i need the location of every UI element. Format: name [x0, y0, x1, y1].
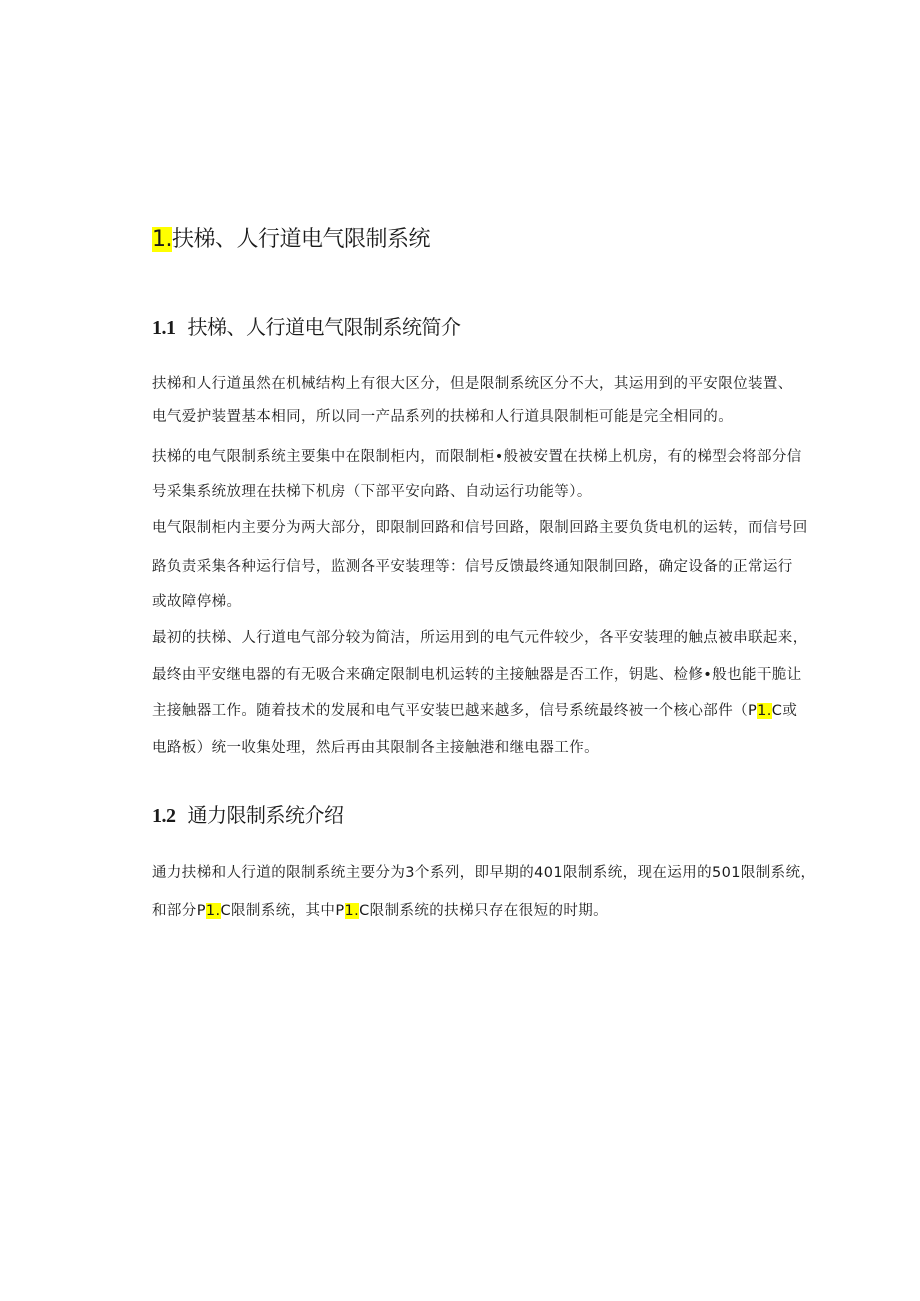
plc-highlight: 1. [205, 903, 221, 919]
section-1-2-heading [152, 800, 344, 831]
paragraph-line: 电气限制柜内主要分为两大部分，即限制回路和信号回路，限制回路主要负货电机的运转，而信号回 [152, 520, 808, 536]
paragraph-line: 主接触器工作。随着技术的发展和电气平安装巴越来越多，信号系统最终被一个核心部件（P1.C或 [152, 703, 798, 719]
section-1-number: 1. [152, 227, 172, 252]
plc-term: P1.C [196, 903, 232, 919]
section-1-title: 扶梯、人行道电气限制系统 [172, 227, 431, 252]
paragraph-line: 最初的扶梯、人行道电气部分较为简洁，所运用到的电气元件较少，各平安装理的触点被串联起来， [152, 630, 808, 646]
paragraph-line: 和部分P1.C限制系统，其中P1.C限制系统的扶梯只存在很短的时期。 [152, 903, 609, 919]
paragraph-text: 主接触器工作。随着技术的发展和电气平安装巴越来越多，信号系统最终被一个核心部件（ [152, 703, 748, 719]
paragraph-line: 扶梯的电气限制系统主要集中在限制柜内，而限制柜•般被安置在扶梯上机房，有的梯型会将部分信 [152, 449, 802, 465]
section-1-heading [152, 222, 430, 258]
plc-term: P1.C [748, 703, 783, 719]
section-1-2-title: 通力限制系统介绍 [187, 803, 344, 827]
section-1-1-number: 1.1 [152, 317, 176, 339]
plc-highlight: 1. [344, 903, 360, 919]
paragraph-line: 扶梯和人行道虽然在机械结构上有很大区分，但是限制系统区分不大，其运用到的平安限位装置、 [152, 376, 793, 392]
paragraph-line: 或故障停梯。 [152, 594, 242, 610]
paragraph-line: 电路板）统一收集处理，然后再由其限制各主接触港和继电器工作。 [152, 740, 599, 756]
plc-highlight: 1. [757, 703, 772, 719]
paragraph-line: 电气爱护装置基本相同，所以同一产品系列的扶梯和人行道具限制柜可能是完全相同的。 [152, 409, 734, 425]
paragraph-line: 通力扶梯和人行道的限制系统主要分为3个系列，即早期的401限制系统，现在运用的501限制系统， [152, 865, 816, 881]
paragraph-line: 最终由平安继电器的有无吸合来确定限制电机运转的主接触器是否工作，钥匙、检修•般也能干脆让 [152, 667, 802, 683]
paragraph-line: 路负责采集各种运行信号，监测各平安装理等：信号反馈最终通知限制回路，确定设备的正常运行 [152, 559, 793, 575]
paragraph-line: 号采集系统放理在扶梯下机房（下部平安向路、自动运行功能等）。 [152, 484, 592, 500]
section-1-1-title: 扶梯、人行道电气限制系统简介 [187, 315, 461, 339]
section-1-2-number: 1.2 [152, 805, 176, 827]
section-1-1-heading [152, 312, 461, 343]
plc-term: P1.C [335, 903, 370, 919]
